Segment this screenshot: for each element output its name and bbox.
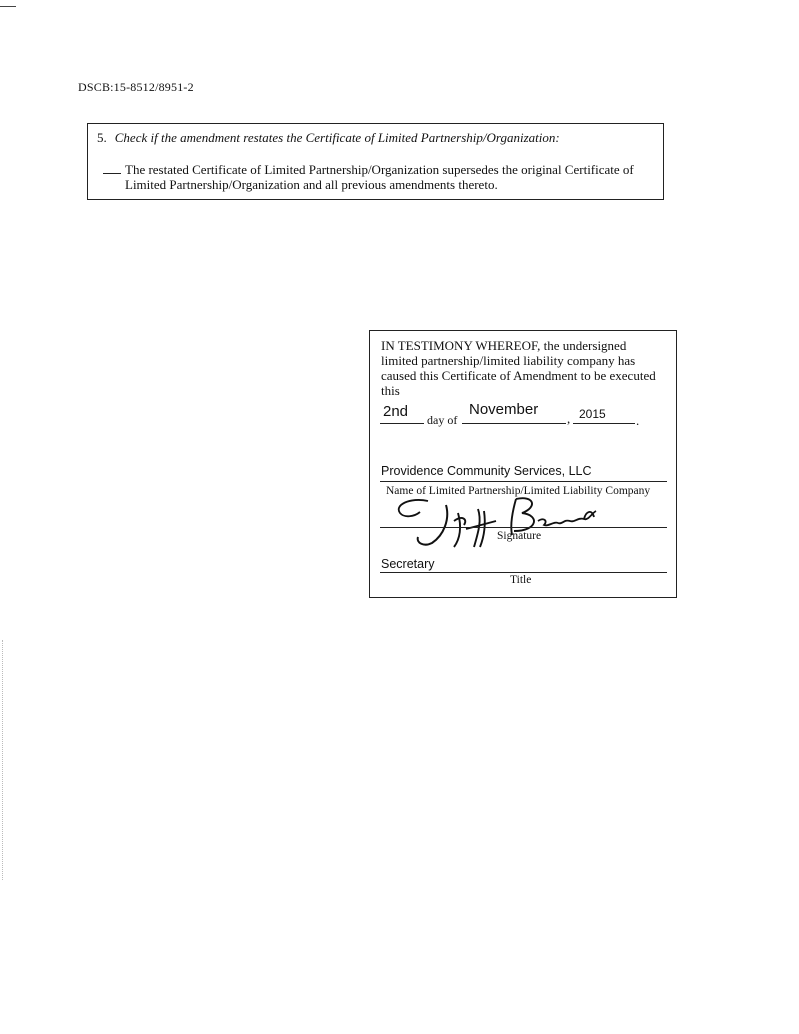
item5-box [87, 123, 664, 200]
day-underline [380, 423, 424, 424]
title-value[interactable]: Secretary [381, 557, 435, 571]
restate-checkbox-blank[interactable] [103, 173, 121, 174]
signature-underline [380, 527, 667, 528]
month-value[interactable]: November [469, 401, 539, 418]
testimony-box [369, 330, 677, 598]
month-underline [462, 423, 566, 424]
title-label: Title [510, 574, 532, 586]
signature-label: Signature [497, 530, 542, 542]
year-value[interactable]: 2015 [579, 407, 606, 421]
day-value[interactable]: 2nd [383, 403, 409, 420]
item5-option-line2: Limited Partnership/Organization and all previous amendments thereto. [125, 177, 498, 192]
testimony-text: IN TESTIMONY WHEREOF, the undersigned limited partnership/limited liability company has caused this Certificate of Amendment to be executed this [381, 338, 656, 398]
item5-question [97, 130, 560, 146]
item5-number: 5. [97, 130, 107, 145]
year-underline [573, 423, 635, 424]
item5-option [103, 162, 634, 178]
company-underline [380, 481, 667, 482]
form-id: DSCB:15-8512/8951-2 [78, 80, 194, 94]
title-underline [380, 572, 667, 573]
item5-option-line1: The restated Certificate of Limited Partnership/Organization supersedes the original Certificate of [125, 162, 634, 177]
corner-scan-mark [0, 6, 16, 7]
company-name-label: Name of Limited Partnership/Limited Liability Company [386, 485, 651, 497]
day-of-label: day of [427, 413, 458, 427]
item5-question-text: Check if the amendment restates the Certificate of Limited Partnership/Organization: [114, 130, 560, 145]
handwritten-signature [388, 491, 608, 551]
date-comma: , [567, 411, 571, 426]
scan-edge-artifact [2, 640, 3, 880]
date-period: . [636, 413, 640, 428]
company-name-value[interactable]: Providence Community Services, LLC [381, 464, 592, 478]
